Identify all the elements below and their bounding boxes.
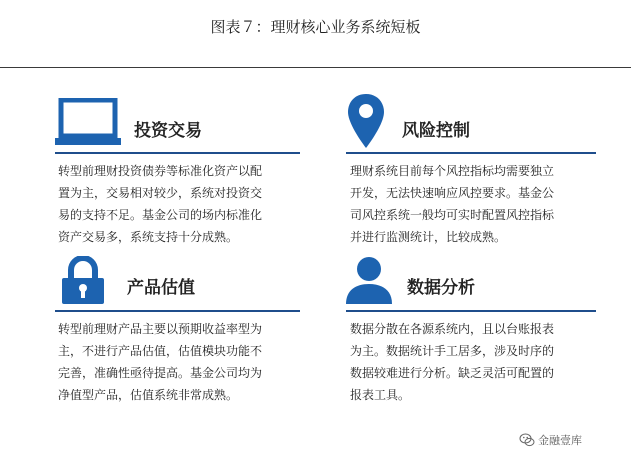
user-icon (344, 256, 394, 306)
valuation-text: 转型前理财产品主要以预期收益率型为 主，不进行产品估值，估值模块功能不 完善，准确性亟待提高。基金公司均为 净值型产品，估值系统非常成熟。 (58, 322, 263, 402)
trading-text: 转型前理财投资债券等标准化资产以配 置为主，交易相对较少，系统对投资交 易的支持不足。基金公司的场内标准化 资产交易多，系统支持十分成熟。 (58, 164, 263, 244)
risk-text: 理财系统目前每个风控指标均需要独立 开发，无法快速响应风控要求。基金公 司风控系统一般均可实时配置风控指标 并进行监测统计，比较成熟。 (350, 164, 555, 244)
analysis-heading: 数据分析 (407, 278, 475, 298)
trading-heading: 投资交易 (134, 121, 202, 141)
laptop-icon (55, 98, 121, 148)
valuation-heading: 产品估值 (127, 278, 195, 298)
valuation-divider (55, 310, 300, 312)
page-title: 图表７：理财核心业务系统短板 (210, 18, 421, 36)
location-pin-icon (346, 92, 386, 150)
lock-icon (60, 256, 106, 306)
watermark-text: 金融壹库 (538, 434, 582, 447)
analysis-text: 数据分散在各源系统内，且以台账报表 为主。数据统计手工居多，涉及时序的 数据较难进行分析。缺乏灵活可配置的 报表工具。 (350, 322, 555, 402)
analysis-divider (346, 310, 596, 312)
wechat-icon (519, 432, 535, 448)
title-divider (0, 67, 631, 68)
watermark (519, 432, 582, 448)
risk-divider (346, 152, 596, 154)
risk-heading: 风险控制 (402, 121, 470, 141)
trading-divider (55, 152, 300, 154)
